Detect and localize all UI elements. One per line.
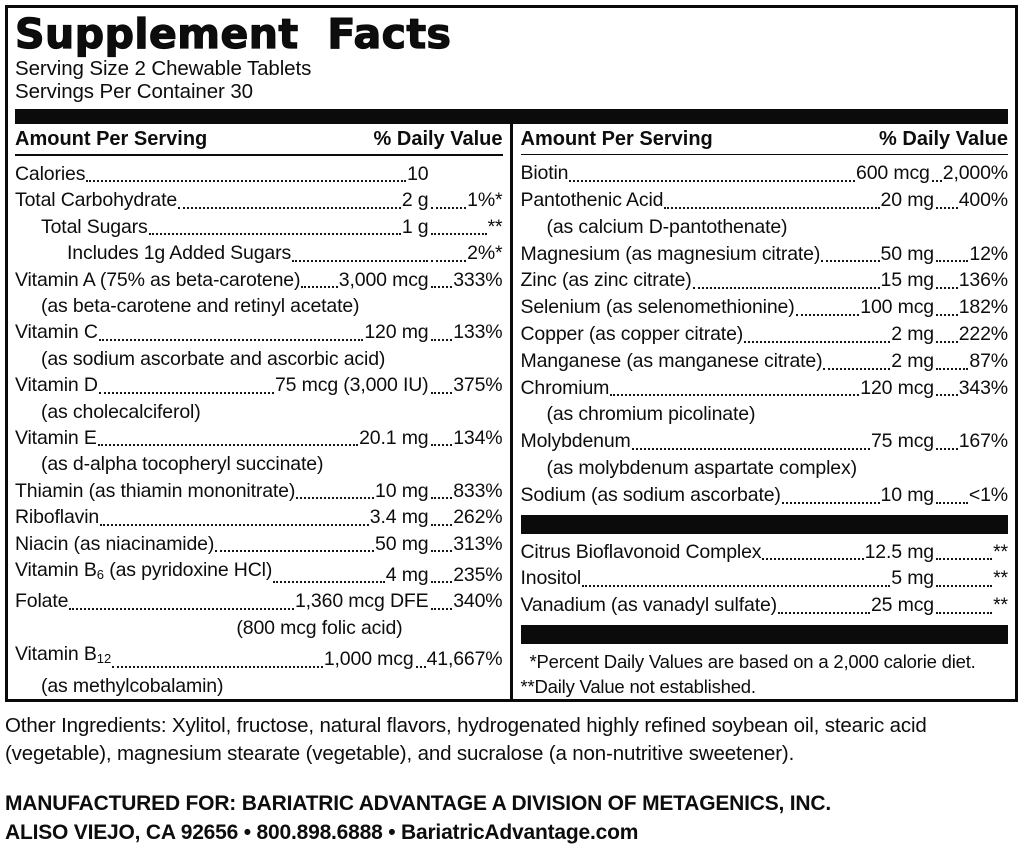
nutrient-amount: 2 mg	[891, 323, 934, 346]
nutrient-amount: 20 mg	[880, 189, 934, 212]
daily-value-cell	[934, 241, 1008, 268]
supplement-facts-panel	[5, 5, 1018, 702]
nutrient-name: Thiamin (as thiamin mononitrate)	[15, 479, 296, 502]
nutrient-amount: 100 mcg	[860, 296, 934, 319]
nutrient-row	[15, 372, 503, 398]
nutrient-name: Total Sugars	[41, 215, 148, 238]
nutrient-amount: 50 mg	[375, 532, 429, 555]
dot-leader	[936, 394, 958, 396]
nutrient-name: Total Carbohydrate	[15, 189, 178, 212]
top-divider-bar	[15, 109, 1008, 124]
nutrient-subline: (as d-alpha tocopheryl succinate)	[41, 453, 324, 476]
daily-value-label: % Daily Value	[373, 127, 503, 150]
nutrient-daily-value: <1%	[968, 483, 1008, 506]
dot-leader	[569, 180, 855, 182]
nutrient-daily-value: 134%	[453, 426, 503, 449]
nutrient-row	[521, 539, 1009, 566]
dot-leader	[782, 502, 880, 504]
nutrient-row	[521, 375, 1009, 402]
nutrient-daily-value: 2,000%	[942, 162, 1008, 185]
dot-leader	[431, 581, 453, 583]
dot-leader	[693, 287, 880, 289]
nutrient-daily-value: 343%	[958, 376, 1008, 399]
nutrient-amount: 25 mcg	[870, 594, 934, 617]
right-column-header	[521, 126, 1009, 152]
nutrient-amount: 20.1 mg	[359, 426, 429, 449]
dot-leader	[796, 314, 860, 316]
nutrient-amount: 1 g	[401, 215, 429, 238]
nutrient-amount: 4 mg	[385, 563, 429, 586]
nutrient-amount: 600 mcg	[856, 162, 930, 185]
nutrient-daily-value: 235%	[453, 563, 503, 586]
dot-leader	[823, 368, 890, 370]
daily-value-cell	[429, 504, 503, 530]
footnote-text: *Percent Daily Values are based on a 2,000 calorie diet.	[529, 651, 976, 672]
nutrient-name: Inositol	[520, 567, 582, 590]
nutrient-amount: 15 mg	[880, 269, 934, 292]
left-column-rows	[15, 161, 503, 699]
nutrient-amount: 10 mg	[880, 483, 934, 506]
dot-leader	[215, 550, 374, 552]
amount-per-serving-label: Amount Per Serving	[15, 127, 208, 150]
dot-leader	[936, 612, 992, 614]
nutrient-daily-value: 313%	[453, 532, 503, 555]
nutrient-row	[15, 588, 503, 614]
nutrient-daily-value: 2%*	[467, 242, 503, 265]
nutrient-name: Niacin (as niacinamide)	[15, 532, 215, 555]
dot-leader	[936, 448, 958, 450]
nutrient-daily-value: 87%	[969, 349, 1008, 372]
nutrient-row	[15, 531, 503, 557]
dot-leader	[431, 207, 467, 209]
section-divider-bar	[521, 625, 1009, 644]
nutrient-daily-value: 262%	[453, 506, 503, 529]
nutrient-row	[521, 348, 1009, 375]
address-contact-line: ALISO VIEJO, CA 92656 • 800.898.6888 • BariatricAdvantage.com	[5, 821, 639, 844]
daily-value-cell	[429, 562, 503, 588]
nutrient-name: Selenium (as selenomethionine)	[520, 296, 795, 319]
dot-leader	[296, 497, 374, 499]
amount-per-serving-label: Amount Per Serving	[520, 127, 713, 150]
manufacturer-block	[5, 789, 1015, 847]
dot-leader	[69, 608, 294, 610]
nutrient-name: Vitamin C	[15, 321, 98, 344]
dot-leader	[610, 394, 859, 396]
nutrient-row	[15, 161, 503, 187]
nutrient-name: Biotin	[520, 162, 569, 185]
nutrient-name: Chromium	[520, 376, 610, 399]
header-divider-bar	[15, 154, 503, 156]
nutrient-row	[15, 187, 503, 213]
nutrient-name: Vitamin E	[15, 426, 97, 449]
nutrient-amount: 10	[407, 162, 429, 185]
daily-value-cell	[934, 294, 1008, 321]
nutrient-amount: 2 mg	[891, 349, 934, 372]
nutrient-subline: (as calcium D-pantothenate)	[546, 215, 788, 238]
nutrient-daily-value: 400%	[958, 189, 1008, 212]
dot-leader	[273, 581, 385, 583]
dot-leader	[582, 585, 890, 587]
nutrient-daily-value: 12%	[969, 242, 1008, 265]
daily-value-cell	[930, 160, 1008, 187]
nutrient-row	[15, 641, 503, 672]
nutrient-name: Citrus Bioflavonoid Complex	[520, 540, 762, 563]
nutrient-row	[521, 241, 1009, 268]
nutrient-row	[521, 321, 1009, 348]
dot-leader	[936, 314, 958, 316]
nutrient-daily-value: 1%*	[467, 189, 503, 212]
left-column-header	[15, 126, 503, 152]
nutrient-amount: 12.5 mg	[864, 540, 934, 563]
nutrient-name: Copper (as copper citrate)	[520, 323, 744, 346]
dot-leader	[936, 207, 958, 209]
dot-leader	[936, 341, 958, 343]
nutrient-daily-value: 167%	[958, 430, 1008, 453]
dot-leader	[416, 666, 426, 668]
dot-leader	[100, 524, 369, 526]
dot-leader	[778, 612, 870, 614]
nutrient-daily-value: **	[993, 540, 1008, 563]
nutrient-amount: 2 g	[401, 189, 429, 212]
daily-value-cell	[429, 478, 503, 504]
dot-leader	[936, 502, 968, 504]
nutrient-daily-value: **	[487, 215, 503, 238]
manufactured-for-line: MANUFACTURED FOR: BARIATRIC ADVANTAGE A DIVISION OF METAGENICS, INC.	[5, 792, 831, 815]
nutrient-row	[15, 557, 503, 588]
daily-value-cell	[429, 240, 503, 266]
nutrient-amount: 75 mcg (3,000 IU)	[274, 374, 429, 397]
dot-leader	[301, 286, 337, 288]
daily-value-cell	[429, 319, 503, 345]
daily-value-cell	[934, 375, 1008, 402]
dot-leader	[431, 550, 453, 552]
nutrient-row	[521, 482, 1009, 509]
dot-leader	[821, 260, 879, 262]
right-column	[513, 124, 1009, 699]
nutrient-name: Vitamin $B_6$ (as pyridoxine HCl)	[15, 558, 273, 582]
nutrient-amount: 75 mcg	[870, 430, 934, 453]
nutrient-daily-value: 41,667%	[426, 648, 503, 671]
nutrient-columns	[15, 124, 1008, 699]
dot-leader	[149, 233, 401, 235]
nutrient-subline: (800 mcg folic acid)	[236, 616, 403, 639]
dot-leader	[431, 444, 453, 446]
nutrient-name: Vitamin A (75% as beta-carotene)	[15, 268, 301, 291]
nutrient-amount: 3.4 mg	[369, 506, 429, 529]
nutrient-name: Pantothenic Acid	[520, 189, 664, 212]
daily-value-label: % Daily Value	[879, 127, 1008, 150]
dot-leader	[431, 339, 453, 341]
nutrient-name: Folate	[15, 590, 69, 613]
nutrient-subline: (as molybdenum aspartate complex)	[546, 457, 857, 480]
dot-leader	[431, 260, 467, 262]
nutrient-daily-value: 222%	[958, 323, 1008, 346]
daily-value-cell	[934, 428, 1008, 455]
nutrient-amount: 120 mcg	[860, 376, 934, 399]
nutrient-amount: 1,360 mcg DFE	[294, 590, 429, 613]
daily-value-cell	[934, 565, 1008, 592]
nutrient-row	[15, 425, 503, 451]
dot-leader	[292, 260, 427, 262]
nutrient-subline: (as sodium ascorbate and ascorbic acid)	[41, 347, 386, 370]
nutrient-daily-value: 340%	[453, 590, 503, 613]
nutrient-row	[521, 565, 1009, 592]
dot-leader	[431, 524, 453, 526]
dot-leader	[664, 207, 879, 209]
nutrient-daily-value: 333%	[453, 268, 503, 291]
dot-leader	[431, 233, 487, 235]
dot-leader	[632, 448, 870, 450]
daily-value-cell	[429, 531, 503, 557]
left-column	[15, 124, 510, 699]
daily-value-cell	[429, 588, 503, 614]
daily-value-cell	[414, 646, 503, 672]
nutrient-name: Zinc (as zinc citrate)	[520, 269, 692, 292]
header-divider-bar	[521, 154, 1009, 155]
nutrient-row	[521, 160, 1009, 187]
nutrient-name: Magnesium (as magnesium citrate)	[520, 242, 821, 265]
nutrient-name: Vanadium (as vanadyl sulfate)	[520, 594, 778, 617]
nutrient-name: Riboflavin	[15, 506, 100, 529]
dot-leader	[932, 180, 942, 182]
daily-value-cell	[429, 372, 503, 398]
panel-title: Supplement Facts	[15, 10, 452, 58]
nutrient-daily-value: **	[993, 594, 1008, 617]
nutrient-row	[15, 478, 503, 504]
dot-leader	[431, 392, 453, 394]
nutrient-amount: 3,000 mcg	[338, 268, 429, 291]
nutrient-amount: 120 mg	[364, 321, 429, 344]
nutrient-row	[521, 592, 1009, 619]
daily-value-cell	[934, 539, 1008, 566]
nutrient-amount: 5 mg	[891, 567, 934, 590]
nutrient-row	[521, 187, 1009, 214]
nutrient-subline: (as chromium picolinate)	[546, 403, 756, 426]
servings-per-container: Servings Per Container 30	[15, 80, 253, 103]
daily-value-cell	[429, 425, 503, 451]
dot-leader	[936, 368, 968, 370]
nutrient-name: Vitamin $B_{12}$	[15, 643, 112, 667]
dot-leader	[936, 287, 958, 289]
nutrient-row	[15, 240, 503, 266]
nutrient-daily-value: 182%	[958, 296, 1008, 319]
daily-value-cell	[429, 267, 503, 293]
nutrient-name: Calories	[15, 162, 86, 185]
nutrient-name: Molybdenum	[520, 430, 631, 453]
nutrient-amount: 50 mg	[880, 242, 934, 265]
dot-leader	[86, 180, 406, 182]
nutrient-subline: (as methylcobalamin)	[41, 674, 224, 697]
footnote-text: **Daily Value not established.	[520, 676, 756, 697]
dot-leader	[431, 286, 453, 288]
dot-leader	[936, 558, 992, 560]
other-ingredients-text: Other Ingredients: Xylitol, fructose, natural flavors, hydrogenated highly refined soybean oil, stearic acid (vegetable), magnesium stearate (vegetable), and sucralose (a non-nutritive sweetener).	[5, 714, 927, 765]
nutrient-name: Vitamin D	[15, 374, 98, 397]
nutrient-daily-value: **	[993, 567, 1008, 590]
nutrient-row	[521, 267, 1009, 294]
nutrient-row	[15, 214, 503, 240]
dot-leader	[431, 608, 453, 610]
dot-leader	[98, 444, 358, 446]
daily-value-cell	[934, 321, 1008, 348]
daily-value-cell	[934, 482, 1008, 509]
nutrient-daily-value: 375%	[453, 374, 503, 397]
dot-leader	[99, 392, 274, 394]
daily-value-cell	[934, 187, 1008, 214]
nutrient-subline: (as beta-carotene and retinyl acetate)	[41, 294, 360, 317]
nutrient-row	[15, 319, 503, 345]
nutrient-daily-value: 133%	[453, 321, 503, 344]
nutrient-row	[15, 267, 503, 293]
nutrient-daily-value: 136%	[958, 269, 1008, 292]
dot-leader	[431, 497, 453, 499]
nutrient-name: Manganese (as manganese citrate)	[520, 349, 823, 372]
daily-value-cell	[934, 267, 1008, 294]
daily-value-cell	[429, 214, 503, 240]
serving-size: Serving Size 2 Chewable Tablets	[15, 57, 312, 80]
nutrient-amount: 10 mg	[375, 479, 429, 502]
nutrient-name: Includes 1g Added Sugars	[67, 242, 292, 265]
dot-leader	[99, 339, 364, 341]
dot-leader	[744, 341, 890, 343]
nutrient-subline: (as cholecalciferol)	[41, 400, 201, 423]
dot-leader	[936, 260, 968, 262]
dot-leader	[936, 585, 992, 587]
right-column-rows	[521, 160, 1009, 699]
daily-value-cell	[934, 348, 1008, 375]
nutrient-amount: 1,000 mcg	[323, 648, 414, 671]
nutrient-row	[521, 294, 1009, 321]
nutrient-daily-value: 833%	[453, 479, 503, 502]
nutrient-row	[15, 504, 503, 530]
dot-leader	[178, 207, 401, 209]
daily-value-cell	[934, 592, 1008, 619]
section-divider-bar	[521, 515, 1009, 534]
dot-leader	[112, 666, 323, 668]
nutrient-name: Sodium (as sodium ascorbate)	[520, 483, 781, 506]
nutrient-row	[521, 428, 1009, 455]
dot-leader	[762, 558, 863, 560]
daily-value-cell	[429, 187, 503, 213]
